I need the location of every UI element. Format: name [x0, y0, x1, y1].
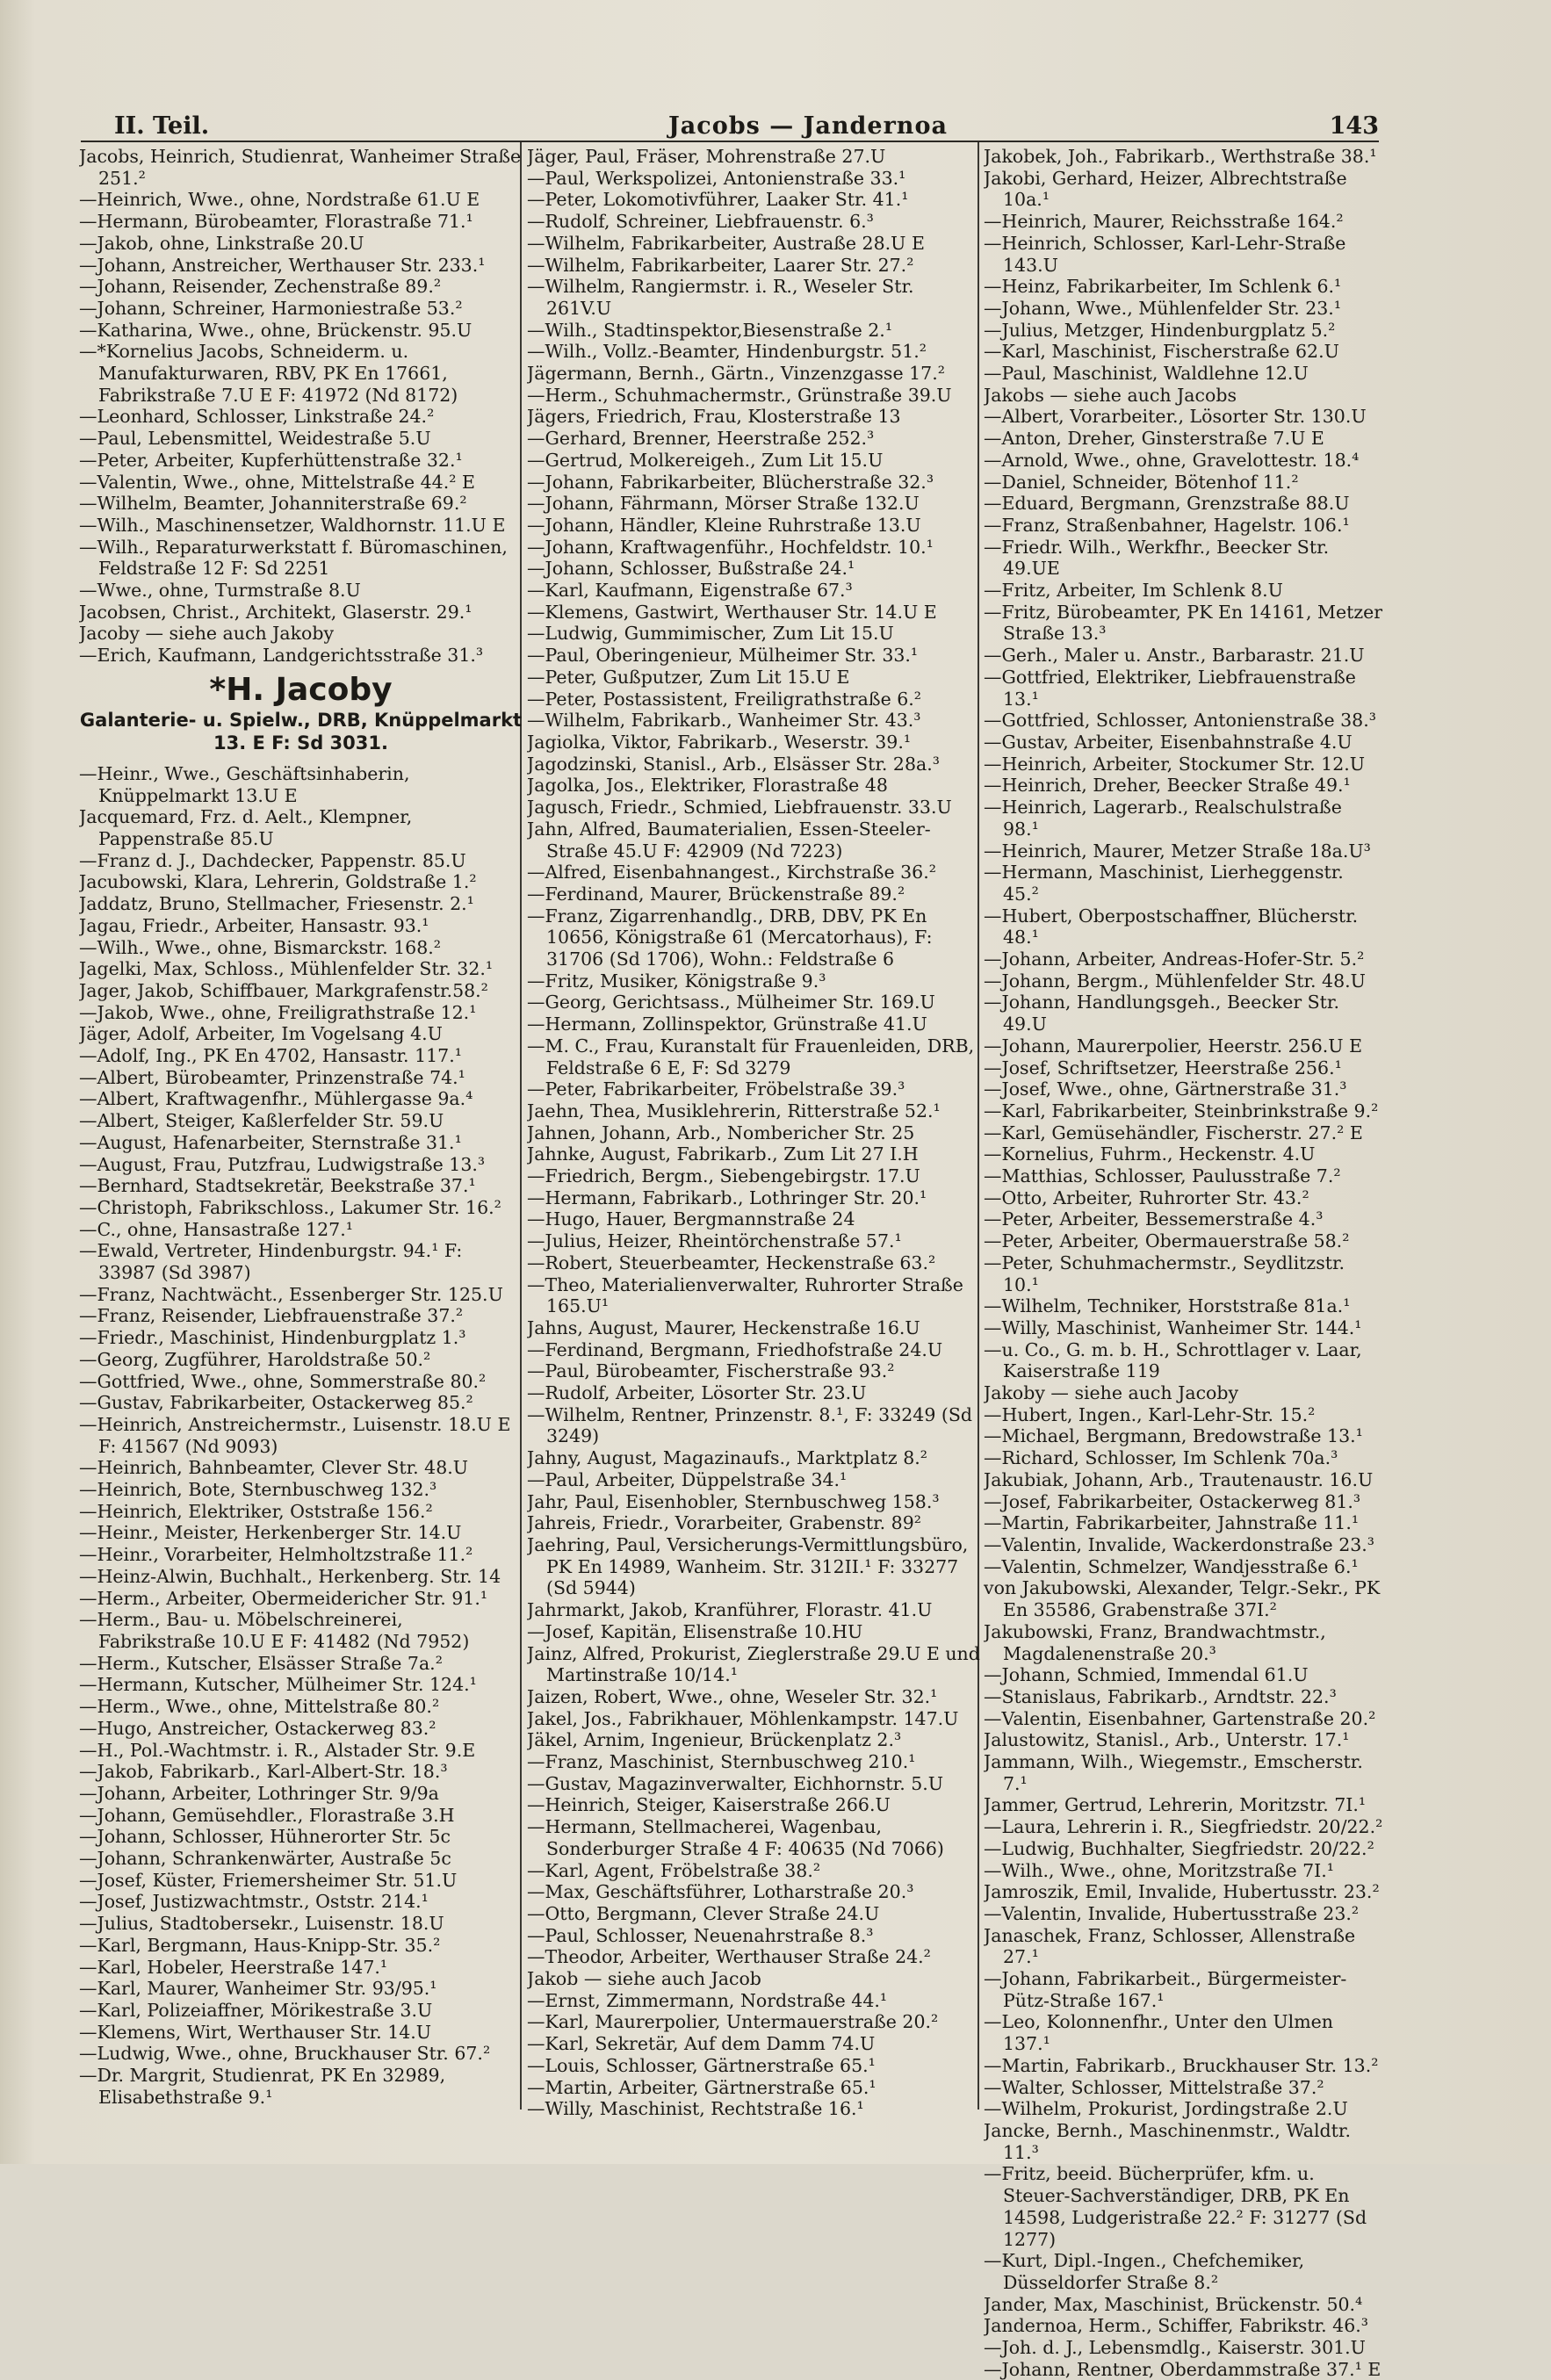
directory-entry: —Valentin, Invalide, Hubertusstraße 23.²	[984, 1902, 1360, 1924]
directory-entry: —Josef, Justizwachtmstr., Oststr. 214.¹	[79, 1891, 429, 1913]
entry-list	[984, 146, 1383, 2380]
directory-entry: —Erich, Kaufmann, Landgerichtsstraße 31.³	[79, 645, 484, 667]
directory-entry: Jancke, Bernh., Maschinenmstr., Waldtr. 11.³	[984, 2119, 1351, 2163]
directory-entry: —Daniel, Schneider, Bötenhof 11.²	[984, 471, 1299, 493]
directory-entry: —Paul, Werkspolizei, Antonienstraße 33.¹	[527, 167, 906, 189]
directory-entry: —Hermann, Fabrikarb., Lothringer Str. 20.¹	[527, 1186, 927, 1208]
directory-entry: —Johann, Reisender, Zechenstraße 89.²	[79, 276, 442, 298]
directory-entry: —Dr. Margrit, Studienrat, PK En 32989, Elisabethstraße 9.¹	[79, 2065, 446, 2108]
directory-entry: Jacobsen, Christ., Architekt, Glaserstr. 29.¹	[79, 601, 473, 623]
directory-entry: —Paul, Lebensmittel, Weidestraße 5.U	[79, 428, 431, 450]
directory-entry: —August, Frau, Putzfrau, Ludwigstraße 13.³	[79, 1153, 486, 1175]
directory-entry: —Albert, Bürobeamter, Prinzenstraße 74.¹	[79, 1066, 465, 1088]
directory-entry: —Paul, Schlosser, Neuenahrstraße 8.³	[527, 1924, 874, 1946]
directory-entry: —Wilh., Maschinensetzer, Waldhornstr. 11.U E	[79, 514, 506, 536]
directory-entry: —Heinrich, Lagerarb., Realschulstraße 98.¹	[984, 797, 1342, 840]
directory-entry: Jägermann, Bernh., Gärtn., Vinzenzgasse 17.²	[527, 363, 945, 385]
column-3	[984, 146, 1383, 2380]
directory-entry: —Alfred, Eisenbahnangest., Kirchstraße 36.²	[527, 862, 936, 883]
directory-entry: —Friedr. Wilh., Werkfhr., Beecker Str. 49.UE	[984, 536, 1330, 580]
directory-entry: Jäkel, Arnim, Ingenieur, Brückenplatz 2.³	[527, 1729, 902, 1751]
directory-entry: —Franz, Straßenbahner, Hagelstr. 106.¹	[984, 514, 1350, 536]
directory-entry: —Katharina, Wwe., ohne, Brückenstr. 95.U	[79, 319, 473, 341]
directory-entry: Jaehn, Thea, Musiklehrerin, Ritterstraße 52.¹	[527, 1100, 941, 1121]
directory-entry: —Karl, Maschinist, Fischerstraße 62.U	[984, 341, 1339, 363]
directory-entry: —Josef, Kapitän, Elisenstraße 10.HU	[527, 1620, 863, 1642]
page-header	[114, 112, 1379, 144]
directory-entry: —Franz, Nachtwächt., Essenberger Str. 125.U	[79, 1283, 503, 1305]
directory-entry: —Gerh., Maler u. Anstr., Barbarastr. 21.U	[984, 645, 1365, 667]
directory-entry: —Kurt, Dipl.-Ingen., Chefchemiker, Düsseldorfer Straße 8.²	[984, 2250, 1305, 2293]
directory-entry: —Wilh., Stadtinspektor,Biesenstraße 2.¹	[527, 319, 893, 341]
directory-entry: —Wilhelm, Techniker, Horststraße 81a.¹	[984, 1295, 1351, 1317]
directory-entry: —Martin, Arbeiter, Gärtnerstraße 65.¹	[527, 2076, 876, 2098]
directory-entry: Jagodzinski, Stanisl., Arb., Elsässer Str. 28a.³	[527, 753, 940, 775]
directory-entry: —Hermann, Zollinspektor, Grünstraße 41.U	[527, 1013, 927, 1035]
directory-entry: —Johann, Maurerpolier, Heerstr. 256.U E	[984, 1035, 1363, 1057]
directory-entry: Jacoby — siehe auch Jakoby	[79, 623, 335, 645]
directory-entry: —Paul, Maschinist, Waldlehne 12.U	[984, 363, 1309, 385]
directory-entry: —Julius, Metzger, Hindenburgplatz 5.²	[984, 319, 1336, 341]
directory-entry: —Herm., Arbeiter, Obermeidericher Str. 91.¹	[79, 1587, 488, 1609]
directory-entry: Jakel, Jos., Fabrikhauer, Möhlenkampstr. 147.U	[527, 1707, 959, 1729]
directory-entry: Jahnke, August, Fabrikarb., Zum Lit 27 I.H	[527, 1143, 919, 1165]
entry-list	[527, 146, 984, 2120]
running-title: Jacobs — Jandernoa	[668, 112, 948, 140]
directory-entry: —Johann, Gemüsehdler., Florastraße 3.H	[79, 1804, 455, 1826]
directory-entry: Jagelki, Max, Schloss., Mühlenfelder Str. 32.¹	[79, 958, 494, 980]
directory-entry: —Walter, Schlosser, Mittelstraße 37.²	[984, 2076, 1324, 2098]
directory-entry: —Otto, Bergmann, Clever Straße 24.U	[527, 1902, 880, 1924]
directory-entry: —Heinrich, Arbeiter, Stockumer Str. 12.U	[984, 753, 1366, 775]
directory-entry: —Georg, Gerichtsass., Mülheimer Str. 169.U	[527, 992, 935, 1013]
directory-entry: —Heinrich, Dreher, Beecker Straße 49.¹	[984, 775, 1351, 797]
directory-entry: Jahnen, Johann, Arb., Nombericher Str. 25	[527, 1121, 915, 1143]
directory-entry: Jammer, Gertrud, Lehrerin, Moritzstr. 7I.¹	[984, 1794, 1367, 1816]
directory-entry: Jakobs — siehe auch Jacobs	[984, 384, 1237, 406]
directory-entry: —Heinr., Meister, Herkenberger Str. 14.U	[79, 1522, 462, 1544]
directory-entry: —Heinrich, Wwe., ohne, Nordstraße 61.U E	[79, 189, 480, 211]
directory-entry: —Richard, Schlosser, Im Schlenk 70a.³	[984, 1447, 1338, 1469]
directory-entry: —Wilh., Vollz.-Beamter, Hindenburgstr. 51.²	[527, 341, 927, 363]
directory-entry: —Johann, Händler, Kleine Ruhrstraße 13.U	[527, 514, 921, 536]
directory-entry: —Joh. d. J., Lebensmdlg., Kaiserstr. 301.U	[984, 2337, 1366, 2359]
directory-entry: —Johann, Schreiner, Harmoniestraße 53.²	[79, 297, 463, 319]
directory-entry: —Heinrich, Elektriker, Oststraße 156.²	[79, 1500, 433, 1522]
directory-entry: —Gustav, Fabrikarbeiter, Ostackerweg 85.²	[79, 1392, 473, 1414]
directory-entry: Jainz, Alfred, Prokurist, Zieglerstraße 29.U E und Martinstraße 10/14.¹	[527, 1642, 980, 1686]
directory-entry: —Theo, Materialienverwalter, Ruhrorter Straße 165.U¹	[527, 1273, 963, 1317]
column-1	[79, 146, 523, 2108]
directory-entry: —Leo, Kolonnenfhr., Unter den Ulmen 137.¹	[984, 2011, 1333, 2055]
directory-entry: —Julius, Heizer, Rheintörchenstraße 57.¹	[527, 1230, 902, 1252]
directory-entry: —Jakob, ohne, Linkstraße 20.U	[79, 232, 364, 254]
directory-entry: —Johann, Schrankenwärter, Austraße 5c	[79, 1848, 451, 1870]
directory-entry: —Matthias, Schlosser, Paulusstraße 7.²	[984, 1165, 1341, 1187]
directory-entry: —Willy, Maschinist, Wanheimer Str. 144.¹	[984, 1316, 1362, 1338]
directory-entry: Jakob — siehe auch Jacob	[527, 1968, 761, 1990]
directory-entry: —Jakob, Fabrikarb., Karl-Albert-Str. 18.³	[79, 1761, 448, 1783]
directory-entry: Jander, Max, Maschinist, Brückenstr. 50.⁴	[984, 2293, 1363, 2315]
directory-entry: —Wilhelm, Beamter, Johanniterstraße 69.²	[79, 493, 467, 515]
directory-entry: —Peter, Arbeiter, Kupferhüttenstraße 32.¹	[79, 449, 463, 471]
directory-entry: Jahns, August, Maurer, Heckenstraße 16.U	[527, 1316, 920, 1338]
directory-entry: —Fritz, Musiker, Königstraße 9.³	[527, 970, 826, 992]
directory-entry: Jägers, Friedrich, Frau, Klosterstraße 13	[527, 406, 901, 428]
directory-entry: —Hubert, Oberpostschaffner, Blücherstr. 48.¹	[984, 905, 1359, 948]
directory-entry: —Johann, Fährmann, Mörser Straße 132.U	[527, 493, 920, 515]
directory-entry: —Josef, Küster, Friemersheimer Str. 51.U	[79, 1869, 458, 1891]
directory-entry: —Ludwig, Buchhalter, Siegfriedstr. 20/22.²	[984, 1837, 1374, 1859]
directory-entry: —Albert, Vorarbeiter., Lösorter Str. 130.U	[984, 406, 1367, 428]
directory-entry: —Hugo, Anstreicher, Ostackerweg 83.²	[79, 1717, 436, 1739]
directory-entry: —Gottfried, Elektriker, Liebfrauenstraße 13.¹	[984, 666, 1356, 710]
directory-entry: —Hermann, Maschinist, Lierheggenstr. 45.²	[984, 862, 1344, 905]
directory-entry: —M. C., Frau, Kuranstalt für Frauenleiden, DRB, Feldstraße 6 E, F: Sd 3279	[527, 1035, 975, 1078]
directory-entry: —Peter, Gußputzer, Zum Lit 15.U E	[527, 666, 850, 688]
directory-entry: —Wilhelm, Prokurist, Jordingstraße 2.U	[984, 2098, 1348, 2120]
directory-entry: —Max, Geschäftsführer, Lotharstraße 20.³	[527, 1881, 914, 1903]
directory-entry: —Karl, Bergmann, Haus-Knipp-Str. 35.²	[79, 1934, 441, 1956]
directory-entry: —Ferdinand, Maurer, Brückenstraße 89.²	[527, 883, 905, 905]
directory-entry: —H., Pol.-Wachtmstr. i. R., Alstader Str. 9.E	[79, 1739, 476, 1761]
directory-entry: Jacubowski, Klara, Lehrerin, Goldstraße 1.²	[79, 871, 477, 893]
directory-entry: —Karl, Maurer, Wanheimer Str. 93/95.¹	[79, 1978, 437, 2000]
directory-entry: —Karl, Kaufmann, Eigenstraße 67.³	[527, 580, 853, 602]
directory-entry: —Gustav, Arbeiter, Eisenbahnstraße 4.U	[984, 731, 1353, 753]
directory-entry: —Albert, Steiger, Kaßlerfelder Str. 59.U	[79, 1110, 444, 1132]
directory-entry: —Peter, Lokomotivführer, Laaker Str. 41.¹	[527, 189, 909, 211]
directory-entry: Jahr, Paul, Eisenhobler, Sternbuschweg 158.³	[527, 1490, 940, 1512]
directory-entry: —Franz, Zigarrenhandlg., DRB, DBV, PK En 10656, Königstraße 61 (Mercatorhaus), F: 31706 (Sd 1706), Wohn.: Feldstraße 6	[527, 905, 933, 970]
directory-entry: —Heinrich, Bote, Sternbuschweg 132.³	[79, 1479, 437, 1501]
directory-entry: —Franz, Maschinist, Sternbuschweg 210.¹	[527, 1751, 916, 1773]
directory-entry: —Karl, Sekretär, Auf dem Damm 74.U	[527, 2033, 876, 2055]
directory-entry: —Herm., Kutscher, Elsässer Straße 7a.²	[79, 1652, 443, 1674]
directory-entry: —Gerhard, Brenner, Heerstraße 252.³	[527, 428, 875, 450]
page-number: 143	[1329, 112, 1379, 140]
directory-entry: —Martin, Fabrikarb., Bruckhauser Str. 13.²	[984, 2054, 1379, 2076]
directory-entry: —Friedrich, Bergm., Siebengebirgstr. 17.U	[527, 1165, 920, 1187]
directory-entry: —Wilh., Wwe., ohne, Bismarckstr. 168.²	[79, 936, 441, 958]
directory-entry: —Ernst, Zimmermann, Nordstraße 44.¹	[527, 1989, 888, 2011]
directory-entry: Jacquemard, Frz. d. Aelt., Klempner, Pappenstraße 85.U	[79, 806, 413, 849]
directory-entry: —Hubert, Ingen., Karl-Lehr-Str. 15.²	[984, 1403, 1316, 1425]
directory-entry: —Fritz, beeid. Bücherprüfer, kfm. u. Steuer-Sachverständiger, DRB, PK En 14598, Ludgeristraße 22.² F: 31277 (Sd 1277)	[984, 2163, 1367, 2250]
directory-entry: —Peter, Postassistent, Freiligrathstraße 6.²	[527, 688, 922, 710]
part-label: II. Teil.	[114, 112, 210, 140]
ad-name: *H. Jacoby	[209, 671, 393, 708]
directory-entry: —Valentin, Invalide, Wackerdonstraße 23.³	[984, 1534, 1375, 1555]
directory-entry: —u. Co., G. m. b. H., Schrottlager v. Laar, Kaiserstraße 119	[984, 1338, 1362, 1382]
directory-entry: —Heinz-Alwin, Buchhalt., Herkenberg. Str. 14	[79, 1565, 501, 1587]
directory-entry: —Gottfried, Wwe., ohne, Sommerstraße 80.²	[79, 1370, 487, 1392]
directory-entry: —Karl, Polizeiaffner, Mörikestraße 3.U	[79, 1999, 433, 2021]
directory-entry: Jagolka, Jos., Elektriker, Florastraße 48	[527, 775, 888, 797]
directory-entry: Jaehring, Paul, Versicherungs-Vermittlungsbüro, PK En 14989, Wanheim. Str. 312II.¹ F: 33277 (Sd 5944)	[527, 1534, 969, 1599]
directory-entry: —Peter, Arbeiter, Obermauerstraße 58.²	[984, 1230, 1350, 1252]
directory-entry: —Gertrud, Molkereigeh., Zum Lit 15.U	[527, 449, 884, 471]
directory-entry: —Fritz, Arbeiter, Im Schlenk 8.U	[984, 580, 1283, 602]
directory-entry: —Paul, Oberingenieur, Mülheimer Str. 33.¹	[527, 645, 919, 667]
directory-entry: —Robert, Steuerbeamter, Heckenstraße 63.²	[527, 1251, 936, 1273]
directory-entry: —Valentin, Wwe., ohne, Mittelstraße 44.² E	[79, 471, 475, 493]
directory-entry: Jakubiak, Johann, Arb., Trautenaustr. 16.U	[984, 1468, 1374, 1490]
directory-entry: —Heinr., Wwe., Geschäftsinhaberin, Knüppelmarkt 13.U E	[79, 762, 410, 806]
directory-entry: —Friedr., Maschinist, Hindenburgplatz 1.³	[79, 1327, 466, 1349]
directory-entry: —Wilhelm, Rangiermstr. i. R., Weseler Str. 261V.U	[527, 276, 914, 319]
directory-entry: —Heinrich, Steiger, Kaiserstraße 266.U	[527, 1794, 891, 1816]
directory-entry: —Willy, Maschinist, Rechtstraße 16.¹	[527, 2098, 864, 2120]
directory-entry: Jahny, August, Magazinaufs., Marktplatz 8.²	[527, 1447, 927, 1469]
directory-entry: —C., ohne, Hansastraße 127.¹	[79, 1218, 353, 1240]
directory-entry: —Theodor, Arbeiter, Werthauser Straße 24.²	[527, 1946, 931, 1968]
directory-entry: —Rudolf, Schreiner, Liebfrauenstr. 6.³	[527, 211, 874, 233]
directory-entry: —Wilhelm, Fabrikarb., Wanheimer Str. 43.³	[527, 710, 921, 732]
directory-entry: —Wilhelm, Fabrikarbeiter, Austraße 28.U E	[527, 232, 925, 254]
directory-entry: —Franz, Reisender, Liebfrauenstraße 37.²	[79, 1305, 464, 1327]
directory-entry: —Heinrich, Schlosser, Karl-Lehr-Straße 143.U	[984, 232, 1346, 276]
directory-entry: —Hermann, Kutscher, Mülheimer Str. 124.¹	[79, 1674, 477, 1696]
directory-entry: —Josef, Wwe., ohne, Gärtnerstraße 31.³	[984, 1078, 1347, 1100]
directory-entry: —Johann, Schlosser, Hühnerorter Str. 5c	[79, 1826, 451, 1848]
directory-entry: —Paul, Bürobeamter, Fischerstraße 93.²	[527, 1360, 895, 1382]
directory-entry: —Josef, Schriftsetzer, Heerstraße 256.¹	[984, 1057, 1342, 1078]
directory-entry: —Adolf, Ing., PK En 4702, Hansastr. 117.¹	[79, 1045, 462, 1067]
directory-entry: —Herm., Bau- u. Möbelschreinerei, Fabrikstraße 10.U E F: 41482 (Nd 7952)	[79, 1609, 470, 1652]
directory-entry: —Heinrich, Bahnbeamter, Clever Str. 48.U	[79, 1457, 469, 1479]
directory-entry: —Heinrich, Maurer, Reichsstraße 164.²	[984, 211, 1344, 233]
directory-entry: —Rudolf, Arbeiter, Lösorter Str. 23.U	[527, 1382, 867, 1404]
directory-entry: Jäger, Paul, Fräser, Mohrenstraße 27.U	[527, 146, 886, 167]
directory-entry: Jahn, Alfred, Baumaterialien, Essen-Steeler-Straße 45.U F: 42909 (Nd 7223)	[527, 818, 931, 862]
directory-entry: Jamroszik, Emil, Invalide, Hubertusstr. 23.²	[984, 1881, 1380, 1903]
directory-entry: —Johann, Schmied, Immendal 61.U	[984, 1664, 1309, 1686]
directory-entry: Jagusch, Friedr., Schmied, Liebfrauenstr. 33.U	[527, 797, 952, 819]
directory-entry: —Peter, Fabrikarbeiter, Fröbelstraße 39.³	[527, 1078, 905, 1100]
directory-entry: —Johann, Rentner, Oberdammstraße 37.¹ E	[984, 2358, 1381, 2380]
directory-entry: —Julius, Stadtobersekr., Luisenstr. 18.U	[79, 1913, 444, 1935]
directory-entry: —Martin, Fabrikarbeiter, Jahnstraße 11.¹	[984, 1512, 1360, 1534]
directory-entry: —Johann, Arbeiter, Andreas-Hofer-Str. 5.²	[984, 948, 1365, 970]
header-rule	[81, 141, 1379, 142]
directory-entry: —Wilhelm, Fabrikarbeiter, Laarer Str. 27.²	[527, 254, 914, 276]
directory-entry: —Stanislaus, Fabrikarb., Arndtstr. 22.³	[984, 1685, 1337, 1707]
directory-entry: —Christoph, Fabrikschloss., Lakumer Str. 16.²	[79, 1196, 501, 1218]
directory-entry: —Arnold, Wwe., ohne, Gravelottestr. 18.⁴	[984, 449, 1360, 471]
directory-entry: —Johann, Fabrikarbeiter, Blücherstraße 32.³	[527, 471, 934, 493]
directory-entry: —Herm., Wwe., ohne, Mittelstraße 80.²	[79, 1696, 440, 1718]
directory-entry: —Herm., Schuhmachermstr., Grünstraße 39.U	[527, 384, 952, 406]
directory-entry: —August, Hafenarbeiter, Sternstraße 31.¹	[79, 1131, 462, 1153]
directory-entry: —Hugo, Hauer, Bergmannstraße 24	[527, 1208, 855, 1230]
directory-entry: —Klemens, Wirt, Werthauser Str. 14.U	[79, 2021, 432, 2043]
directory-entry: —Ludwig, Wwe., ohne, Bruckhauser Str. 67.²	[79, 2043, 491, 2065]
directory-entry: —Peter, Arbeiter, Bessemerstraße 4.³	[984, 1208, 1324, 1230]
directory-entry: Jager, Jakob, Schiffbauer, Markgrafenstr.58.²	[79, 979, 488, 1001]
directory-entry: —Johann, Kraftwagenführ., Hochfeldstr. 10.¹	[527, 536, 934, 558]
directory-entry: —Hermann, Stellmacherei, Wagenbau, Sonderburger Straße 4 F: 40635 (Nd 7066)	[527, 1816, 944, 1859]
directory-entry: —Franz d. J., Dachdecker, Pappenstr. 85.U	[79, 849, 466, 871]
column-2	[527, 146, 984, 2120]
directory-entry: —Johann, Handlungsgeh., Beecker Str. 49.U	[984, 992, 1339, 1035]
directory-entry: Janaschek, Franz, Schlosser, Allenstraße 27.¹	[984, 1924, 1356, 1968]
directory-entry: —Heinz, Fabrikarbeiter, Im Schlenk 6.¹	[984, 276, 1342, 298]
entry-list	[79, 763, 523, 2109]
directory-entry: —Johann, Bergm., Mühlenfelder Str. 48.U	[984, 970, 1366, 992]
directory-entry: —*Kornelius Jacobs, Schneiderm. u. Manufakturwaren, RBV, PK En 17661, Fabrikstraße 7.U E F: 41972 (Nd 8172)	[79, 341, 458, 406]
advertisement	[79, 672, 523, 754]
directory-entry: —Klemens, Gastwirt, Werthauser Str. 14.U E	[527, 601, 937, 623]
directory-entry: —Heinr., Vorarbeiter, Helmholtzstraße 11.²	[79, 1544, 473, 1566]
directory-entry: Jahrmarkt, Jakob, Kranführer, Florastr. 41.U	[527, 1599, 933, 1621]
directory-entry: Jäger, Adolf, Arbeiter, Im Vogelsang 4.U	[79, 1023, 443, 1045]
directory-entry: Jakobek, Joh., Fabrikarb., Werthstraße 38.¹	[984, 146, 1377, 167]
directory-entry: —Fritz, Bürobeamter, PK En 14161, Metzer Straße 13.³	[984, 601, 1383, 645]
directory-entry: Jammann, Wilh., Wiegemstr., Emscherstr. 7.¹	[984, 1751, 1363, 1794]
directory-entry: —Heinrich, Anstreichermstr., Luisenstr. 18.U E F: 41567 (Nd 9093)	[79, 1413, 511, 1457]
directory-entry: —Albert, Kraftwagenfhr., Mühlergasse 9a.⁴	[79, 1088, 473, 1110]
directory-entry: —Eduard, Bergmann, Grenzstraße 88.U	[984, 493, 1350, 515]
directory-entry: Jalustowitz, Stanisl., Arb., Unterstr. 17.¹	[984, 1729, 1350, 1751]
directory-entry: —Paul, Arbeiter, Düppelstraße 34.¹	[527, 1468, 848, 1490]
directory-entry: —Michael, Bergmann, Bredowstraße 13.¹	[984, 1425, 1363, 1447]
directory-entry: —Wwe., ohne, Turmstraße 8.U	[79, 580, 361, 602]
directory-entry: —Karl, Hobeler, Heerstraße 147.¹	[79, 1956, 388, 1978]
directory-entry: Jakobi, Gerhard, Heizer, Albrechtstraße 10a.¹	[984, 167, 1347, 211]
directory-entry: Jakoby — siehe auch Jacoby	[984, 1382, 1239, 1404]
directory-entry: —Johann, Fabrikarbeit., Bürgermeister-Pütz-Straße 167.¹	[984, 1968, 1347, 2011]
directory-entry: —Kornelius, Fuhrm., Heckenstr. 4.U	[984, 1143, 1316, 1165]
directory-entry: Jagiolka, Viktor, Fabrikarb., Weserstr. 39.¹	[527, 731, 912, 753]
directory-entry: —Wilh., Wwe., ohne, Moritzstraße 7I.¹	[984, 1859, 1335, 1881]
directory-entry: —Johann, Arbeiter, Lothringer Str. 9/9a	[79, 1782, 439, 1804]
directory-entry: —Ferdinand, Bergmann, Friedhofstraße 24.U	[527, 1338, 943, 1360]
directory-entry: —Anton, Dreher, Ginsterstraße 7.U E	[984, 428, 1324, 450]
directory-entry: —Gottfried, Schlosser, Antonienstraße 38.³	[984, 710, 1376, 732]
directory-entry: —Gustav, Magazinverwalter, Eichhornstr. 5.U	[527, 1772, 944, 1794]
directory-entry: —Johann, Anstreicher, Werthauser Str. 233.¹	[79, 254, 486, 276]
directory-entry: —Leonhard, Schlosser, Linkstraße 24.²	[79, 406, 435, 428]
directory-entry: —Hermann, Bürobeamter, Florastraße 71.¹	[79, 211, 473, 233]
directory-entry: Jaizen, Robert, Wwe., ohne, Weseler Str. 32.¹	[527, 1685, 938, 1707]
directory-entry: —Ludwig, Gummimischer, Zum Lit 15.U	[527, 623, 894, 645]
directory-entry: —Louis, Schlosser, Gärtnerstraße 65.¹	[527, 2054, 876, 2076]
directory-entry: —Wilh., Reparaturwerkstatt f. Büromaschinen, Feldstraße 12 F: Sd 2251	[79, 536, 508, 580]
directory-entry: —Karl, Maurerpolier, Untermauerstraße 20.²	[527, 2011, 939, 2033]
directory-entry: Jagau, Friedr., Arbeiter, Hansastr. 93.¹	[79, 914, 429, 936]
directory-entry: Jaddatz, Bruno, Stellmacher, Friesenstr. 2.¹	[79, 893, 474, 915]
directory-entry: —Karl, Gemüsehändler, Fischerstr. 27.² E	[984, 1121, 1363, 1143]
directory-entry: Jacobs, Heinrich, Studienrat, Wanheimer Straße 251.²	[79, 146, 522, 189]
directory-entry: —Peter, Schuhmachermstr., Seydlitzstr. 10.¹	[984, 1251, 1345, 1295]
directory-entry: —Wilhelm, Rentner, Prinzenstr. 8.¹, F: 33249 (Sd 3249)	[527, 1403, 973, 1447]
directory-entry: —Josef, Fabrikarbeiter, Ostackerweg 81.³	[984, 1490, 1361, 1512]
directory-entry: —Bernhard, Stadtsekretär, Beekstraße 37.¹	[79, 1175, 476, 1197]
directory-entry: —Otto, Arbeiter, Ruhrorter Str. 43.²	[984, 1186, 1309, 1208]
directory-entry: —Valentin, Eisenbahner, Gartenstraße 20.²	[984, 1707, 1376, 1729]
directory-entry: —Johann, Wwe., Mühlenfelder Str. 23.¹	[984, 297, 1342, 319]
directory-entry: —Ewald, Vertreter, Hindenburgstr. 94.¹ F: 33987 (Sd 3987)	[79, 1240, 463, 1284]
ad-text: Galanterie- u. Spielw., DRB, Knüppelmarkt 13. E F: Sd 3031.	[79, 709, 523, 754]
entry-list	[79, 146, 523, 667]
directory-entry: —Georg, Zugführer, Haroldstraße 50.²	[79, 1348, 431, 1370]
directory-entry: —Johann, Schlosser, Bußstraße 24.¹	[527, 558, 855, 580]
directory-entry: von Jakubowski, Alexander, Telgr.-Sekr., PK En 35586, Grabenstraße 37I.²	[984, 1577, 1381, 1621]
directory-entry: —Karl, Agent, Fröbelstraße 38.²	[527, 1859, 821, 1881]
directory-entry: —Karl, Fabrikarbeiter, Steinbrinkstraße 9.²	[984, 1100, 1379, 1121]
directory-entry: —Valentin, Schmelzer, Wandjesstraße 6.¹	[984, 1555, 1359, 1577]
directory-entry: Jahreis, Friedr., Vorarbeiter, Grabenstr. 89²	[527, 1512, 921, 1534]
directory-entry: —Jakob, Wwe., ohne, Freiligrathstraße 12.¹	[79, 1001, 477, 1023]
directory-entry: Jandernoa, Herm., Schiffer, Fabrikstr. 46.³	[984, 2315, 1368, 2337]
directory-entry: —Laura, Lehrerin i. R., Siegfriedstr. 20/22.²	[984, 1816, 1383, 1838]
directory-entry: Jakubowski, Franz, Brandwachtmstr., Magdalenenstraße 20.³	[984, 1620, 1326, 1664]
directory-entry: —Heinrich, Maurer, Metzer Straße 18a.U³	[984, 840, 1371, 862]
